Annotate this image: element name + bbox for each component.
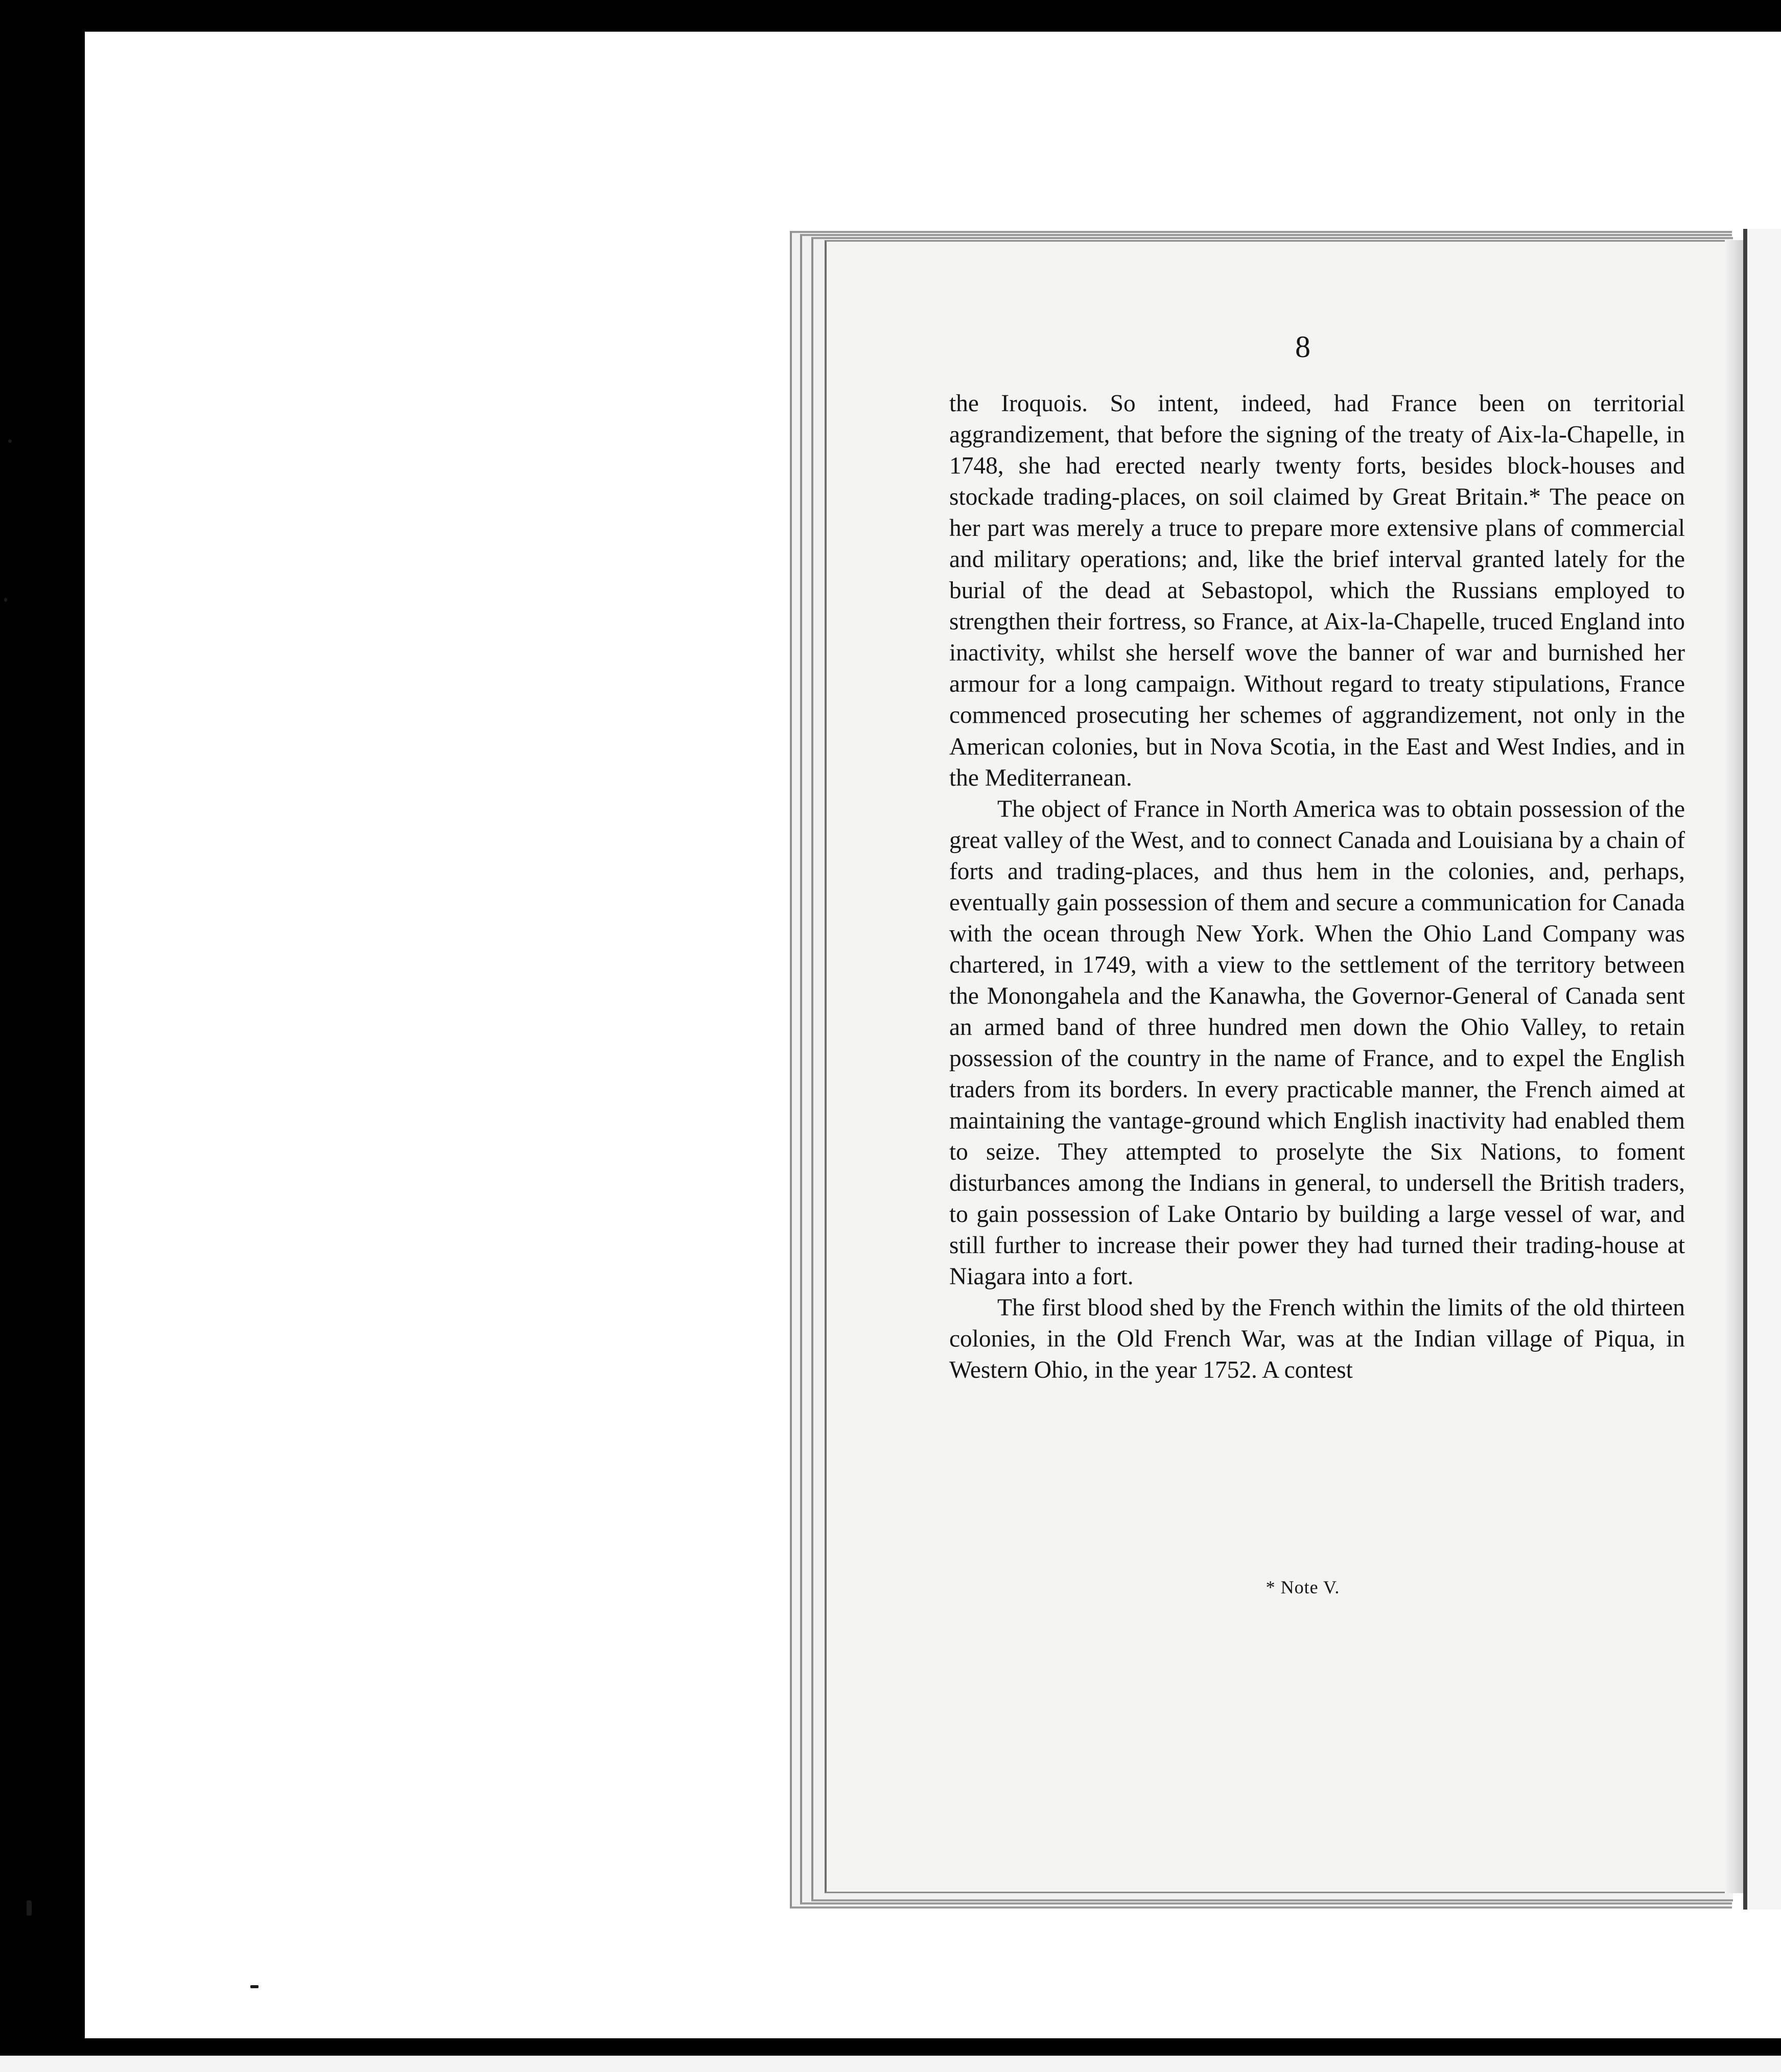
paragraph: the Iroquois. So intent, indeed, had France been on territorial aggrandizement, that before the signing of the treaty of Aix-la-Chapelle, in 1748, she had erected nearly twenty forts, besides block-houses and stockade trading-places, on soil claimed by Great Britain.* The peace on her part was merely a truce to prepare more extensive plans of commercial and military operations; and, like the brief interval granted lately for the burial of the dead at Sebastopol, which the Russians employed to strengthen their fortress, so France, at Aix-la-Chapelle, truced England into inactivity, whilst she herself wove the banner of war and burnished her armour for a long campaign. Without regard to treaty stipulations, France commenced prosecuting her schemes of aggrandizement, not only in the American colonies, but in Nova Scotia, in the East and West Indies, and in the Mediterranean. [949,390,1685,791]
paragraph: The first blood shed by the French within the limits of the old thirteen colonies, in the Old French War, was at the Indian village of Piqua, in Western Ohio, in the year 1752. A contest [949,1294,1685,1384]
footnote: * Note V. [1266,1577,1340,1597]
page-gutter-shadow [1725,240,1743,1893]
dust-speck [27,1900,32,1916]
film-edge-strip [0,2056,1781,2072]
paragraph: The object of France in North America was to obtain possession of the great valley of the West, and to connect Canada and Louisiana by a chain of forts and trading-places, and thus hem in the colonies, and, perhaps, eventually gain possession of them and secure a communication for Canada with the ocean through New York. When the Ohio Land Company was chartered, in 1749, with a view to the settlement of the territory between the Monongahela and the Kanawha, the Governor-General of Canada sent an armed band of three hundred men down the Ohio Valley, to retain possession of the country in the name of France, and to expel the English traders from its borders. In every practicable manner, the French aimed at maintaining the vantage-ground which English inactivity had enabled them to seize. They attempted to proselyte the Six Nations, to foment disturbances among the Indians in general, to undersell the British traders, to gain possession of Lake Ontario by building a large vessel of war, and still further to increase their power they had turned their trading-house at Niagara into a fort. [949,795,1685,1290]
body-text [949,388,1685,1386]
facing-page-edge [1743,229,1781,1910]
page-number: 8 [1295,330,1310,364]
dust-speck [8,439,12,443]
dust-speck [250,1985,259,1988]
dust-speck [4,598,7,602]
